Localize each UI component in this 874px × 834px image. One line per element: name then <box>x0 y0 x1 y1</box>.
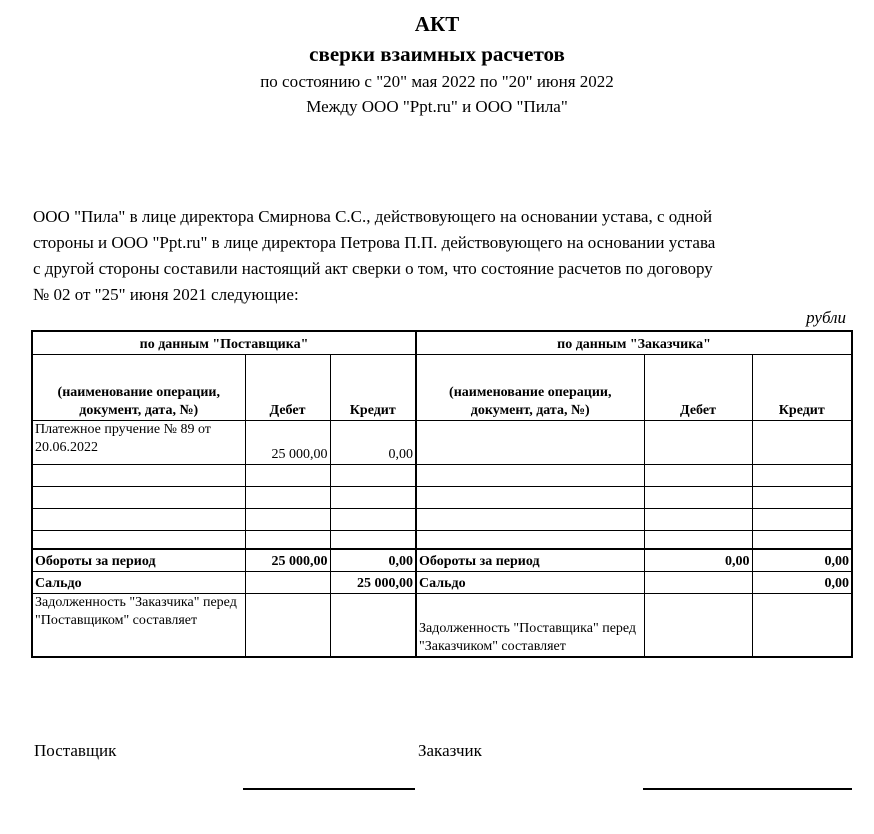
customer-balance-label: Сальдо <box>416 571 644 593</box>
row1-operation: Платежное пручение № 89 от 20.06.2022 <box>32 420 245 464</box>
customer-signature-line <box>643 788 852 790</box>
supplier-turnover-label: Обороты за период <box>32 549 245 571</box>
supplier-signature-label: Поставщик <box>34 741 117 760</box>
customer-balance-credit: 0,00 <box>752 571 852 593</box>
intro-line: стороны и ООО "Ppt.ru" в лице директора Петрова П.П. действовующего на основании устава <box>33 233 716 252</box>
empty-cell <box>330 593 416 657</box>
period-line: по состоянию с "20" мая 2022 по "20" июня 2022 <box>260 72 614 91</box>
parties-line: Между ООО "Ppt.ru" и ООО "Пила" <box>306 97 568 116</box>
row1-debit: 25 000,00 <box>245 420 330 464</box>
empty-cell <box>245 593 330 657</box>
supplier-signature-line <box>243 788 415 790</box>
empty-row <box>32 508 852 530</box>
empty-cell <box>644 420 752 464</box>
supplier-col-operation: (наименование операции, документ, дата, №) <box>32 354 245 420</box>
supplier-turnover-credit: 0,00 <box>330 549 416 571</box>
reconciliation-table <box>31 330 853 658</box>
empty-cell <box>245 571 330 593</box>
empty-cell <box>752 420 852 464</box>
document-title: АКТ <box>414 12 460 36</box>
customer-signature-label: Заказчик <box>418 741 482 760</box>
supplier-header: по данным "Поставщика" <box>32 331 416 354</box>
supplier-col-debit: Дебет <box>245 354 330 420</box>
supplier-col-credit: Кредит <box>330 354 416 420</box>
document-subtitle: сверки взаимных расчетов <box>309 42 565 66</box>
customer-turnover-label: Обороты за период <box>416 549 644 571</box>
customer-turnover-debit: 0,00 <box>644 549 752 571</box>
customer-col-credit: Кредит <box>752 354 852 420</box>
intro-line: ООО "Пила" в лице директора Смирнова С.С., действовующего на основании устава, с одной <box>33 207 713 226</box>
empty-row <box>32 486 852 508</box>
customer-turnover-credit: 0,00 <box>752 549 852 571</box>
intro-line: с другой стороны составили настоящий акт сверки о том, что состояние расчетов по договору <box>33 259 713 278</box>
row1-credit: 0,00 <box>330 420 416 464</box>
supplier-balance-credit: 25 000,00 <box>330 571 416 593</box>
currency-note: рубли <box>806 308 846 327</box>
supplier-balance-label: Сальдо <box>32 571 245 593</box>
intro-line: № 02 от "25" июня 2021 следующие: <box>33 285 299 304</box>
empty-cell <box>416 420 644 464</box>
empty-cell <box>644 593 752 657</box>
empty-row <box>32 464 852 486</box>
customer-col-debit: Дебет <box>644 354 752 420</box>
customer-header: по данным "Заказчика" <box>416 331 852 354</box>
supplier-turnover-debit: 25 000,00 <box>245 549 330 571</box>
empty-cell <box>752 593 852 657</box>
supplier-debt-label: Задолженность "Заказчика" перед "Поставщиком" составляет <box>32 593 245 657</box>
empty-row <box>32 530 852 549</box>
intro-paragraph <box>33 204 863 308</box>
customer-col-operation: (наименование операции, документ, дата, №) <box>416 354 644 420</box>
customer-debt-label: Задолженность "Поставщика" перед "Заказчиком" составляет <box>416 593 644 657</box>
empty-cell <box>644 571 752 593</box>
